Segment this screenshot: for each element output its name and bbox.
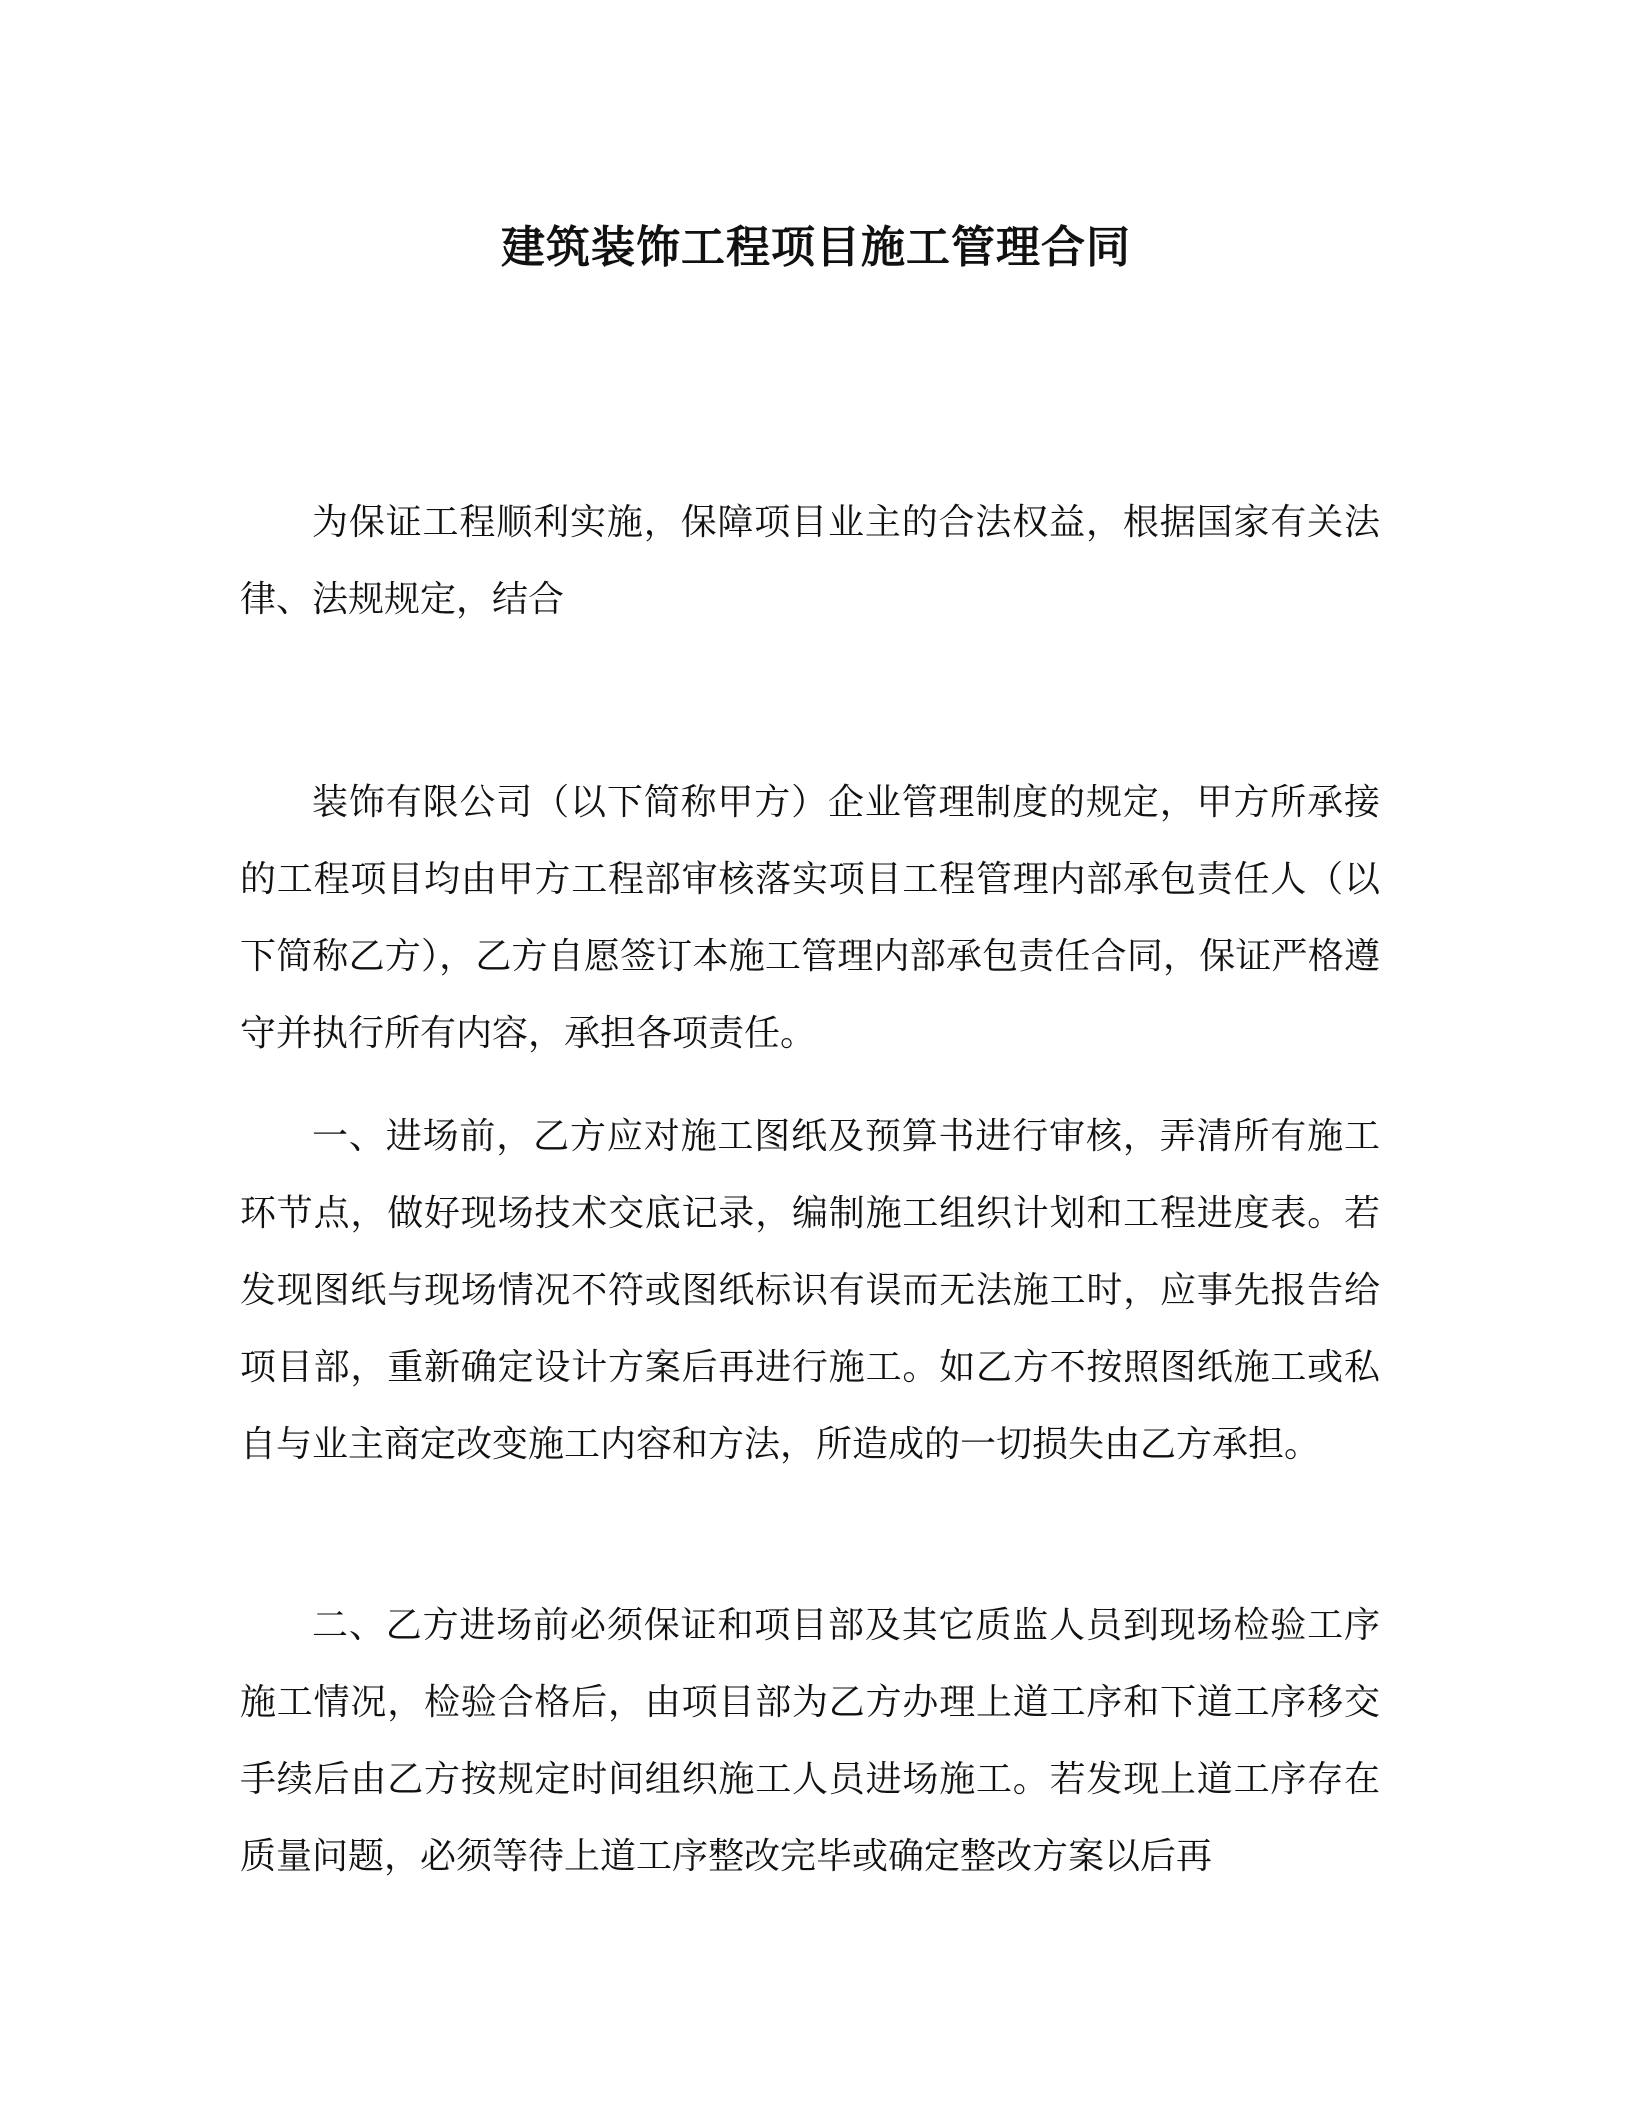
clause-1-paragraph: 一、进场前，乙方应对施工图纸及预算书进行审核，弄清所有施工环节点，做好现场技术交底记录，编制施工组织计划和工程进度表。若发现图纸与现场情况不符或图纸标识有误而无法施工时，应事先报告给项目部，重新确定设计方案后再进行施工。如乙方不按照图纸施工或私自与业主商定改变施工内容和方法，所造成的一切损失由乙方承担。 bbox=[240, 1116, 1380, 1465]
clause-2-paragraph: 二、乙方进场前必须保证和项目部及其它质监人员到现场检验工序施工情况，检验合格后，由项目部为乙方办理上道工序和下道工序移交手续后由乙方按规定时间组织施工人员进场施工。若发现上道工序存在质量问题，必须等待上道工序整改完毕或确定整改方案以后再 bbox=[240, 1605, 1380, 1877]
company-paragraph: 装饰有限公司（以下简称甲方）企业管理制度的规定，甲方所承接的工程项目均由甲方工程部审核落实项目工程管理内部承包责任人（以下简称乙方），乙方自愿签订本施工管理内部承包责任合同，保证严格遵守并执行所有内容，承担各项责任。 bbox=[240, 782, 1380, 1054]
document-title: 建筑装饰工程项目施工管理合同 bbox=[501, 222, 1131, 273]
intro-paragraph: 为保证工程顺利实施，保障项目业主的合法权益，根据国家有关法律、法规规定，结合 bbox=[240, 502, 1380, 620]
